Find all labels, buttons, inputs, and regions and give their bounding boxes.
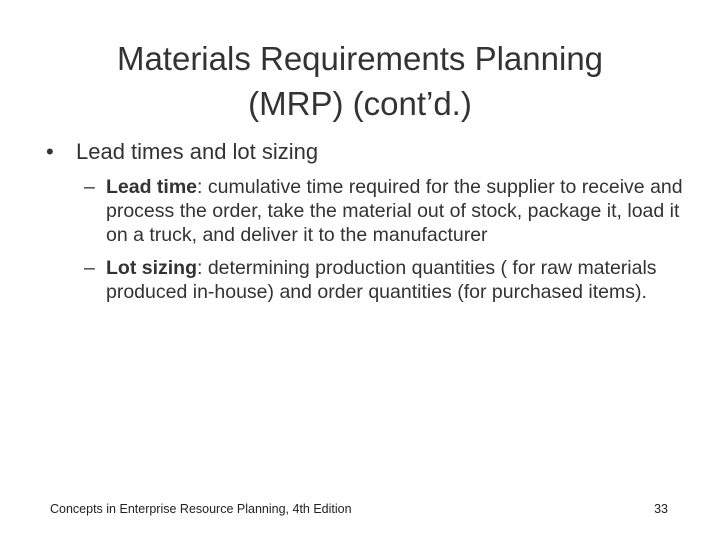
sub-bullet-lot-sizing — [84, 256, 684, 304]
slide-title-line-1: Materials Requirements Planning — [116, 40, 604, 77]
slide-title-line-2: (MRP) (cont’d.) — [248, 85, 472, 122]
slide-title — [40, 36, 680, 126]
bullet-text: Lead times and lot sizing — [76, 139, 319, 164]
definition-lot-sizing: : determining production quantities ( for raw materials produced in-house) and order quantities (for purchased items). — [106, 257, 657, 303]
bullet-marker: • — [46, 139, 54, 164]
term-lot-sizing: Lot sizing — [106, 257, 197, 279]
footer-source: Concepts in Enterprise Resource Planning, 4th Edition — [50, 502, 352, 516]
sub-bullet-lead-time — [84, 175, 684, 247]
dash-marker: – — [84, 176, 95, 198]
definition-lead-time: : cumulative time required for the supplier to receive and process the order, take the material out of stock, package it, load it on a truck, and deliver it to the manufacturer — [106, 176, 683, 246]
term-lead-time: Lead time — [106, 176, 198, 198]
dash-marker: – — [84, 257, 95, 279]
page-number: 33 — [654, 502, 668, 516]
sub-bullet-list — [84, 175, 684, 313]
